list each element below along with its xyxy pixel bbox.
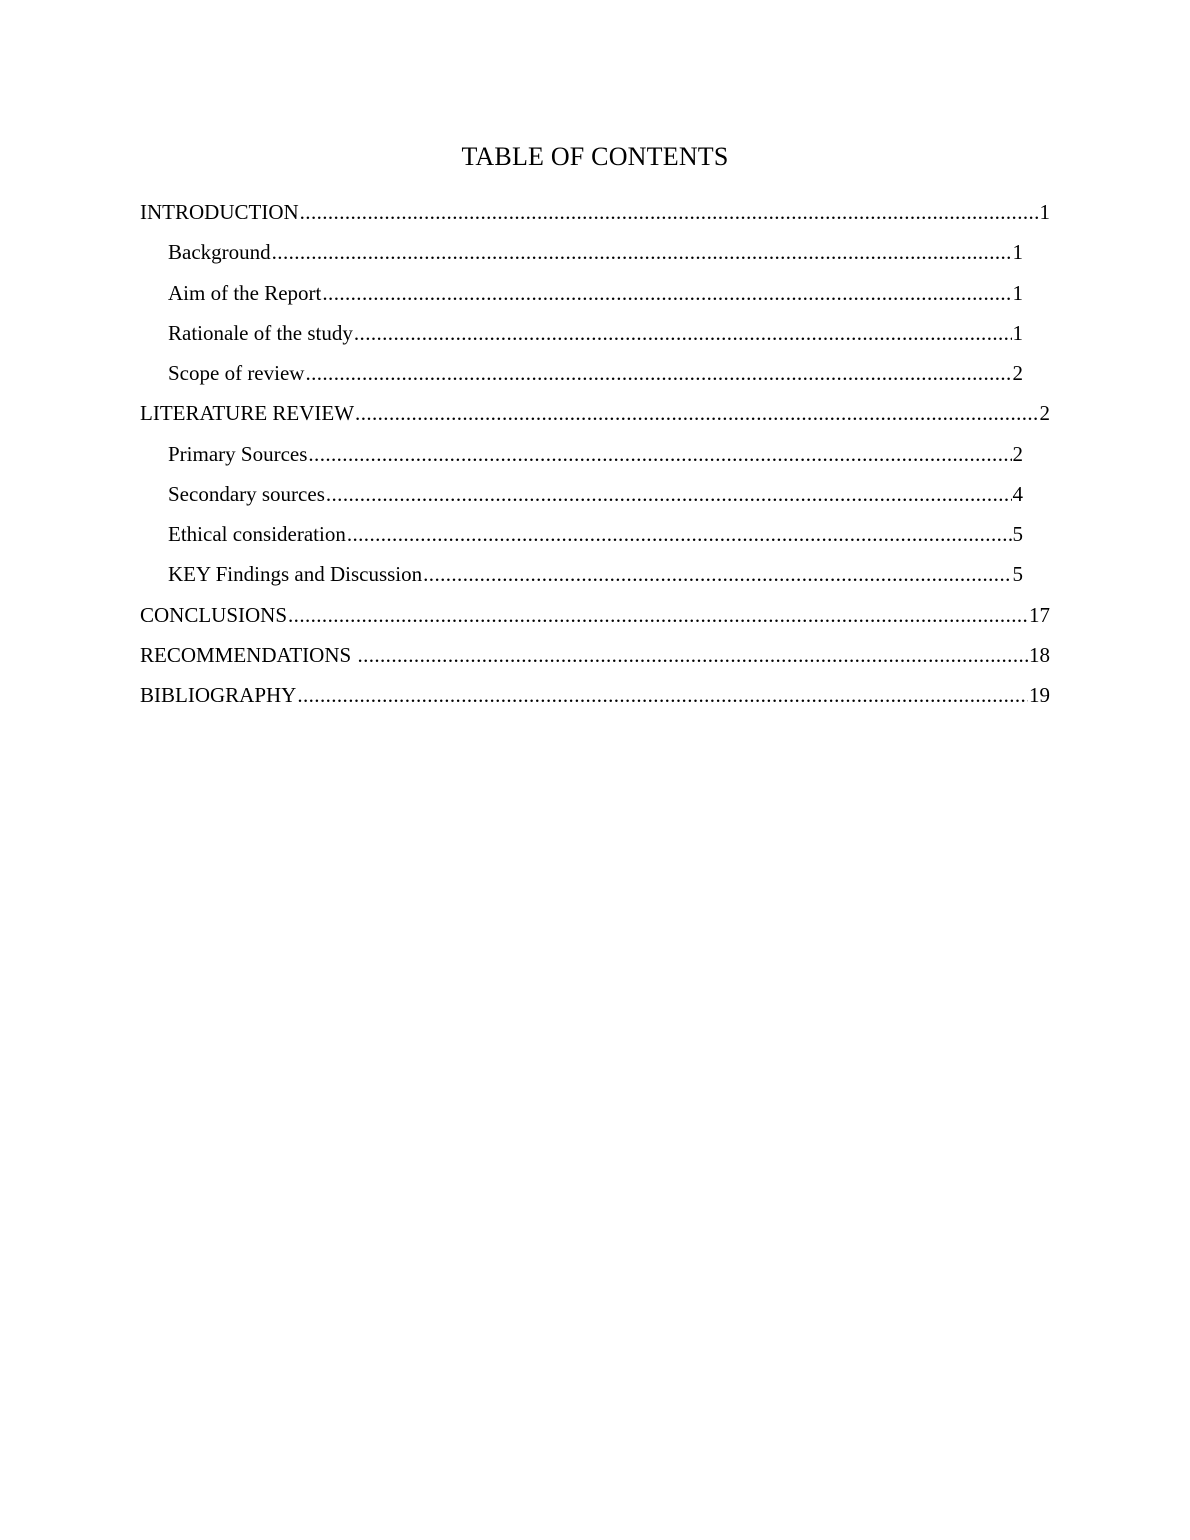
toc-leader-dots [355,397,1038,429]
toc-entry-page: 1 [1039,200,1050,224]
toc-entry-page: 1 [1012,321,1023,345]
toc-entry-page: 17 [1029,603,1050,627]
toc-leader-dots [297,679,1028,711]
toc-entry-page: 1 [1012,240,1023,264]
toc-entry-page: 2 [1012,361,1023,385]
toc-entry-secondary-sources[interactable] [168,478,1023,510]
toc-entry-label: CONCLUSIONS [140,603,288,627]
toc-entry-page: 2 [1039,401,1050,425]
toc-leader-dots [354,317,1012,349]
toc-leader-dots [288,599,1028,631]
toc-entry-label: LITERATURE REVIEW [140,401,355,425]
toc-entry-page: 4 [1012,482,1023,506]
toc-entry-background[interactable] [168,236,1023,268]
toc-entry-label: Rationale of the study [168,321,353,345]
toc-entry-label: Primary Sources [168,442,308,466]
toc-entry-recommendations[interactable] [140,639,1050,671]
toc-leader-dots [305,357,1011,389]
toc-leader-dots [423,558,1011,590]
toc-entry-introduction[interactable] [140,196,1050,228]
toc-entry-label: KEY Findings and Discussion [168,562,423,586]
toc-entry-label: Scope of review [168,361,305,385]
toc-leader-dots [322,277,1011,309]
toc-leader-dots [300,196,1039,228]
toc-leader-dots [272,236,1012,268]
toc-leader-dots [326,478,1012,510]
toc-entry-page: 1 [1012,281,1023,305]
toc-entry-literature-review[interactable] [140,397,1050,429]
toc-entry-primary-sources[interactable] [168,438,1023,470]
toc-entry-page: 5 [1012,522,1023,546]
toc-leader-dots [347,518,1012,550]
toc-entry-rationale-of-the-study[interactable] [168,317,1023,349]
toc-entry-page: 18 [1029,643,1050,667]
toc-title: TABLE OF CONTENTS [461,142,729,171]
toc-entry-label: RECOMMENDATIONS [140,643,357,667]
toc-leader-dots [308,438,1011,470]
toc-entry-aim-of-the-report[interactable] [168,277,1023,309]
toc-entry-label: Background [168,240,271,264]
toc-entry-label: Secondary sources [168,482,325,506]
toc-entry-label: Ethical consideration [168,522,346,546]
toc-entry-page: 2 [1012,442,1023,466]
toc-entry-ethical-consideration[interactable] [168,518,1023,550]
toc-leader-dots [357,639,1028,671]
toc-entry-label: BIBLIOGRAPHY [140,683,297,707]
toc-entry-page: 19 [1029,683,1050,707]
toc-entry-label: INTRODUCTION [140,200,299,224]
toc-entry-label: Aim of the Report [168,281,322,305]
toc-entry-bibliography[interactable] [140,679,1050,711]
toc-entry-scope-of-review[interactable] [168,357,1023,389]
toc-entry-key-findings-and-discussion[interactable] [168,558,1023,590]
toc-entry-conclusions[interactable] [140,599,1050,631]
toc-entry-page: 5 [1012,562,1023,586]
